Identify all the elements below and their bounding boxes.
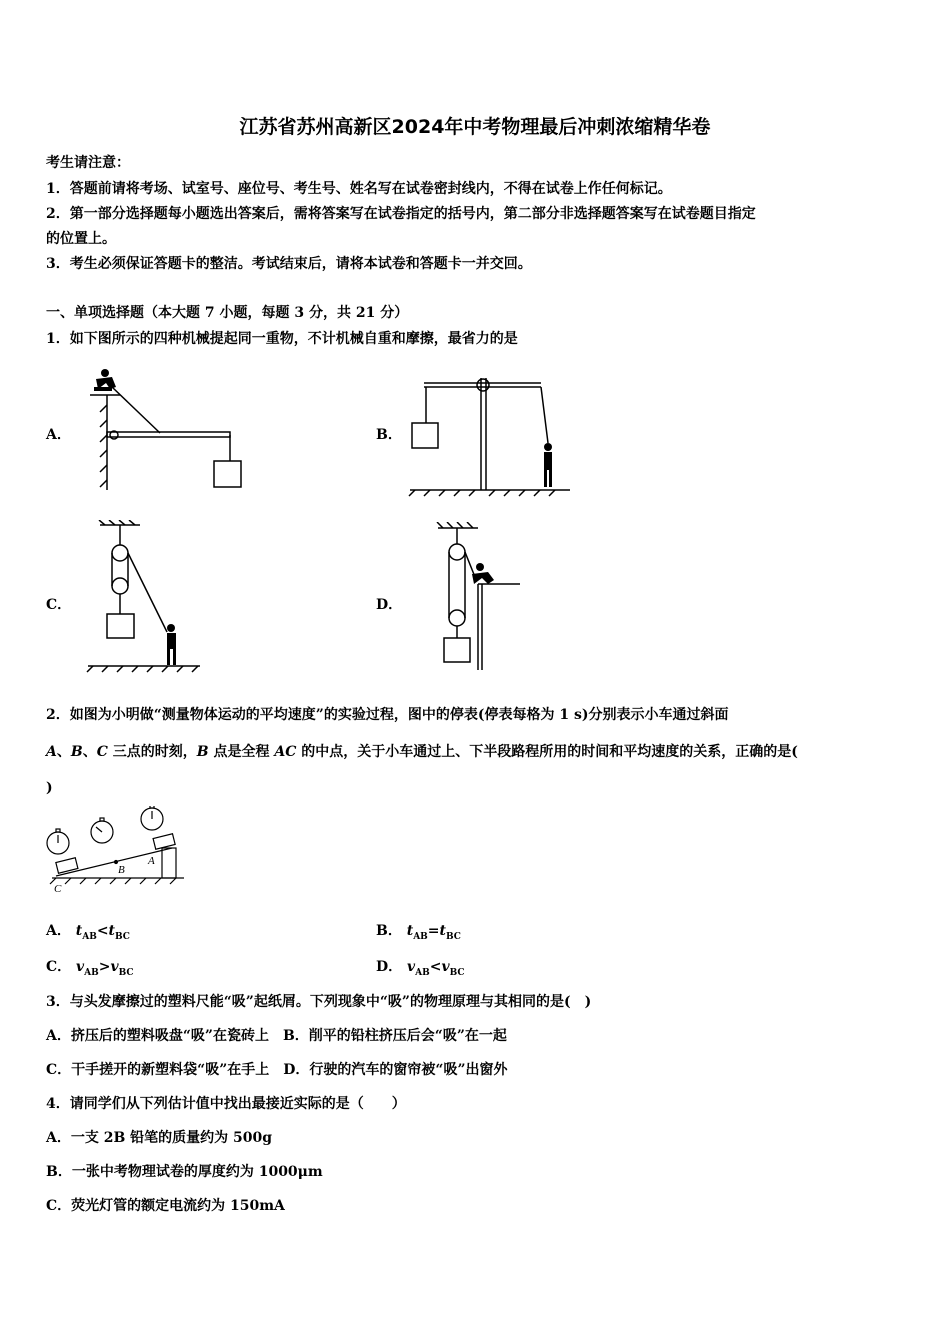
q2-segment-ac: AC <box>274 744 297 760</box>
person-icon <box>544 443 552 487</box>
q2-option-c-sym2: v <box>110 959 119 975</box>
q2-option-d-label: D． <box>376 959 403 975</box>
page-title: 江苏省苏州高新区2024年中考物理最后冲刺浓缩精华卷 <box>239 116 711 138</box>
incline-label-a: A <box>148 855 155 867</box>
person-icon <box>94 369 116 391</box>
q2-option-d-sub1: AB <box>415 967 430 978</box>
q2-option-b-sym2: t <box>439 923 446 939</box>
q2-option-b-sub2: BC <box>445 931 461 942</box>
q2-option-c-sym1: v <box>76 959 85 975</box>
q2-text-3: 的中点，关于小车通过上、下半段路程所用的时间和平均速度的关系，正确的是( <box>296 744 798 760</box>
person-icon <box>167 624 176 665</box>
q1-figure-b <box>405 358 575 498</box>
q3-stem: 3．与头发摩擦过的塑料尺能“吸”起纸屑。下列现象中“吸”的物理原理与其相同的是( ) <box>46 994 592 1010</box>
q2-option-b-rel: = <box>427 923 440 939</box>
stopwatch-icon <box>141 806 163 830</box>
q1-figure-c <box>85 520 205 675</box>
q2-option-b-sym1: t <box>406 923 414 939</box>
q3-options-row-1: A．挤压后的塑料吸盘“吸”在瓷砖上 B．削平的铅柱挤压后会“吸”在一起 <box>46 1028 507 1044</box>
q2-option-c <box>46 956 134 978</box>
q1-figure-a <box>90 365 260 495</box>
notice-item-2-cont: 的位置上。 <box>46 231 116 247</box>
q1-stem: 1．如下图所示的四种机械提起同一重物，不计机械自重和摩擦，最省力的是 <box>46 331 518 347</box>
q2-figure-incline <box>44 806 194 896</box>
q2-option-a-label: A． <box>46 923 71 939</box>
q2-option-d-sub2: BC <box>449 967 465 978</box>
notice-item-2: 2．第一部分选择题每小题选出答案后，需将答案写在试卷指定的括号内，第二部分非选择题答案写在试卷题目指定 <box>46 206 756 222</box>
notice-heading: 考生请注意： <box>46 155 130 171</box>
q2-stem-line-3: ) <box>46 780 53 796</box>
q2-point-b2: B <box>196 744 209 760</box>
q2-option-c-label: C． <box>46 959 72 975</box>
q2-option-a-rel: < <box>96 923 109 939</box>
q1-option-d-label: D． <box>376 597 403 613</box>
q2-option-b-sub1: AB <box>413 931 428 942</box>
q2-stem-line-2 <box>46 741 798 761</box>
q2-option-c-sub2: BC <box>118 967 134 978</box>
incline-label-c: C <box>54 883 62 895</box>
q1-figure-d <box>430 522 530 672</box>
section-heading: 一、单项选择题（本大题 7 小题，每题 3 分，共 21 分） <box>46 305 409 321</box>
q1-option-c-label: C． <box>46 597 72 613</box>
q2-option-a <box>46 920 130 942</box>
q2-sep-1: 、 <box>56 744 71 760</box>
stopwatch-icon <box>47 829 69 854</box>
q2-point-a: A <box>46 744 57 760</box>
q2-stem-line-1: 2．如图为小明做“测量物体运动的平均速度”的实验过程，图中的停表(停表每格为 1 s)分别表示小车通过斜面 <box>46 707 729 723</box>
q2-option-d-sym1: v <box>407 959 416 975</box>
q2-option-c-rel: > <box>98 959 111 975</box>
q1-option-b-label: B． <box>376 427 402 443</box>
q2-option-a-sym2: t <box>108 923 116 939</box>
q2-option-d <box>376 956 465 978</box>
q2-option-b <box>376 920 461 942</box>
person-icon <box>472 563 494 584</box>
q2-option-b-label: B． <box>376 923 402 939</box>
q2-point-c: C <box>96 744 108 760</box>
notice-item-1: 1．答题前请将考场、试室号、座位号、考生号、姓名写在试卷密封线内，不得在试卷上作任何标记。 <box>46 181 672 197</box>
q2-point-b: B <box>70 744 83 760</box>
q2-option-a-sym1: t <box>75 923 83 939</box>
q2-sep-2: 、 <box>82 744 97 760</box>
q2-option-a-sub1: AB <box>82 931 97 942</box>
q2-option-a-sub2: BC <box>115 931 130 942</box>
notice-item-3: 3．考生必须保证答题卡的整洁。考试结束后，请将本试卷和答题卡一并交回。 <box>46 256 532 272</box>
q2-option-c-sub1: AB <box>84 967 99 978</box>
q2-option-d-sym2: v <box>441 959 450 975</box>
q4-option-a: A．一支 2B 铅笔的质量约为 500g <box>46 1130 273 1146</box>
q1-option-a-label: A． <box>46 427 71 443</box>
q4-stem: 4．请同学们从下列估计值中找出最接近实际的是（ ） <box>46 1096 406 1112</box>
q3-options-row-2: C．干手搓开的新塑料袋“吸”在手上 D．行驶的汽车的窗帘被“吸”出窗外 <box>46 1062 508 1078</box>
q2-option-d-rel: < <box>429 959 442 975</box>
q4-option-b: B．一张中考物理试卷的厚度约为 1000μm <box>46 1164 323 1180</box>
q4-option-c: C．荧光灯管的额定电流约为 150mA <box>46 1198 285 1214</box>
incline-label-b: B <box>118 864 125 876</box>
q2-text-2: 点是全程 <box>208 744 275 760</box>
stopwatch-icon <box>91 818 113 843</box>
q2-text-1: 三点的时刻， <box>107 744 197 760</box>
